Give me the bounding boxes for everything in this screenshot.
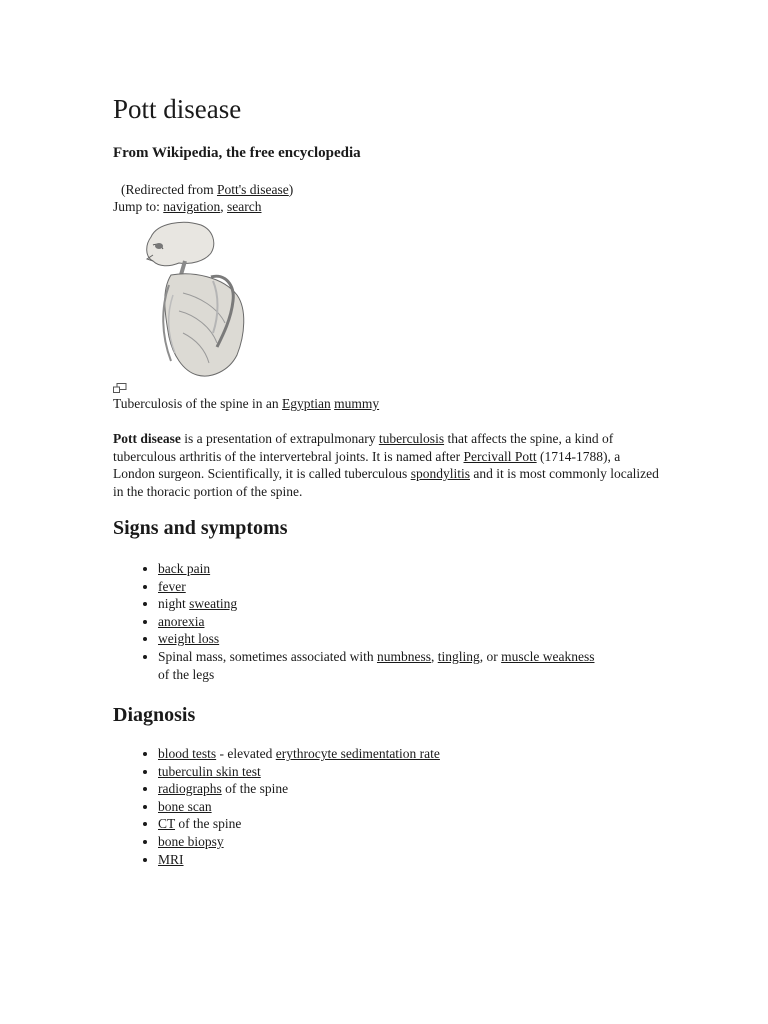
anorexia-link[interactable]: anorexia: [158, 613, 205, 629]
list-item: [158, 763, 678, 781]
mummy-thumbnail-image[interactable]: [113, 215, 259, 383]
ct-suffix-text: of the spine: [175, 816, 242, 832]
page-title: Pott disease: [113, 94, 242, 124]
spondylitis-link[interactable]: spondylitis: [410, 466, 470, 482]
list-item: [158, 595, 678, 613]
fever-link[interactable]: fever: [158, 578, 186, 594]
redirect-prefix: (Redirected from: [121, 182, 217, 197]
weight-loss-link[interactable]: weight loss: [158, 631, 220, 647]
intro-text-3: (1714-1788), a London surgeon. Scientifically, it is called tuberculous: [113, 448, 621, 482]
intro-paragraph: [113, 430, 661, 500]
tuberculosis-link[interactable]: tuberculosis: [378, 431, 445, 446]
signs-list: [113, 560, 678, 683]
list-item: [158, 798, 678, 816]
intro-text-2: that affects the spine, a kind of tuberculous arthritis of the intervertebral joints. It is named after: [113, 431, 614, 464]
list-item: [158, 560, 678, 578]
jump-to-line: [113, 198, 262, 216]
page-subtitle: From Wikipedia, the free encyclopedia: [113, 145, 361, 161]
jump-prefix: Jump to:: [113, 199, 164, 214]
intro-text-4: and it is most commonly localized in the thoracic portion of the spine.: [113, 466, 659, 499]
intro-text-1: is a presentation of extrapulmonary: [180, 431, 379, 446]
or-text: , or: [479, 648, 502, 664]
caption-text: Tuberculosis of the spine in an: [113, 396, 282, 411]
egyptian-link[interactable]: Egyptian: [282, 396, 331, 411]
percivall-pott-link[interactable]: Percivall Pott: [463, 448, 537, 464]
bone-scan-link[interactable]: bone scan: [158, 798, 212, 814]
list-item: [158, 648, 678, 683]
of-spine-text: of the spine: [221, 781, 289, 797]
intro-bold-term: Pott disease: [113, 431, 181, 446]
list-item: [158, 613, 678, 631]
list-item: [158, 833, 678, 851]
magnify-icon[interactable]: [113, 383, 127, 393]
back-pain-link[interactable]: back pain: [158, 561, 211, 576]
muscle-weakness-link[interactable]: muscle weakness: [501, 648, 595, 664]
legs-text: of the legs: [158, 666, 215, 682]
list-item: [158, 745, 678, 763]
redirect-note: [121, 181, 293, 199]
redirect-link[interactable]: Pott's disease: [216, 182, 289, 197]
sweating-link[interactable]: sweating: [189, 596, 238, 612]
esr-link[interactable]: erythrocyte sedimentation rate: [275, 746, 440, 761]
spinal-mass-text: Spinal mass, sometimes associated with: [158, 648, 377, 664]
radiographs-link[interactable]: radiographs: [158, 781, 222, 797]
night-text: night: [158, 596, 190, 612]
figure-caption: [113, 395, 379, 413]
list-item: [158, 815, 678, 833]
redirect-suffix: ): [288, 182, 294, 197]
list-item: [158, 780, 678, 798]
list-item: [158, 851, 678, 869]
navigation-link[interactable]: navigation: [163, 199, 221, 214]
tingling-link[interactable]: tingling: [437, 648, 480, 664]
mri-link[interactable]: MRI: [158, 851, 184, 867]
diagnosis-heading: Diagnosis: [113, 704, 196, 726]
blood-tests-link[interactable]: blood tests: [158, 746, 217, 761]
jump-separator: ,: [220, 199, 228, 214]
comma-text: ,: [430, 648, 438, 664]
list-item: [158, 578, 678, 596]
signs-heading: Signs and symptoms: [113, 517, 288, 539]
mummy-link[interactable]: mummy: [334, 396, 380, 411]
diagnosis-list: [113, 745, 678, 868]
search-link[interactable]: search: [227, 199, 262, 214]
tuberculin-link[interactable]: tuberculin skin test: [158, 763, 261, 779]
bone-biopsy-link[interactable]: bone biopsy: [158, 833, 224, 849]
list-item: [158, 630, 678, 648]
ct-link[interactable]: CT: [158, 816, 176, 832]
elevated-text: - elevated: [216, 746, 276, 761]
numbness-link[interactable]: numbness: [376, 648, 431, 664]
